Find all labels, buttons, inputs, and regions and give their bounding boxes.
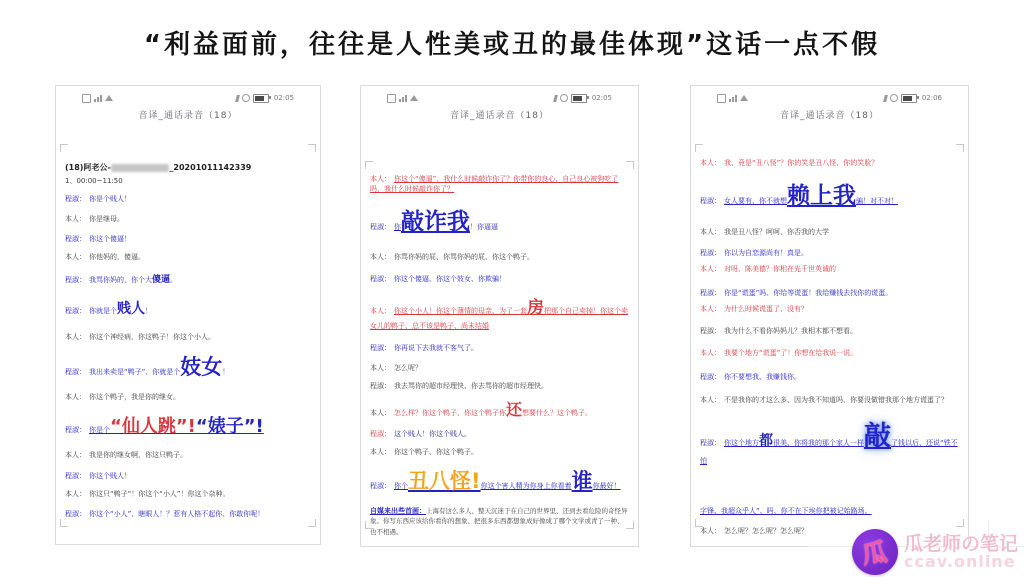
dialogue-line: [65, 489, 311, 499]
dialogue-line: [65, 274, 311, 287]
speaker-label: 程淑：: [65, 194, 86, 203]
speaker-label: 本人：: [700, 527, 721, 536]
dialogue-line: [700, 304, 959, 314]
dialogue-text: 还: [506, 400, 523, 420]
dialogue-text: 你这个傻逼、你这个妓女、你欺骗！: [394, 274, 506, 283]
dialogue-line: [700, 326, 959, 336]
speaker-label: 程淑：: [370, 343, 391, 352]
dialogue-text: 字锋、我超众乎人”、吗、你不在下埃你把被记始路场。: [700, 507, 872, 516]
dialogue-text: 敲诈我: [401, 209, 470, 236]
watermark-text: [903, 532, 1018, 571]
dialogue-line: [370, 429, 629, 439]
dialogue-line: [370, 274, 629, 284]
dialogue-line: [700, 180, 959, 213]
dialogue-line: [700, 348, 959, 358]
speaker-label: 本人：: [700, 305, 721, 314]
dialogue-line: [65, 176, 311, 186]
dialogue-line: [700, 395, 959, 405]
dialogue-text: 你这个鸭子，我是你的继女。: [89, 393, 180, 402]
dialogue-text: 你是个: [89, 426, 110, 435]
speaker-label: 本人：: [65, 393, 86, 402]
speaker-label: 本人：: [700, 264, 721, 273]
dialogue-line: [700, 264, 959, 274]
speaker-label: 本人：: [700, 228, 721, 237]
dialogue-text: 我是你的继女啊，你这只鸭子。: [89, 451, 187, 460]
dialogue-text: ！: [222, 367, 230, 376]
watermark-line1: 瓜老师の笔记: [903, 532, 1018, 555]
speaker-label: 本人：: [65, 332, 86, 341]
dialogue-text: ！: [145, 307, 152, 316]
dialogue-text: 房: [527, 297, 544, 318]
speaker-label: 本人：: [370, 448, 391, 457]
dialogue-text: 怎么呢？: [394, 363, 422, 372]
dialogue-text: 你这个小人！你这个薄情的母亲、为了一套: [394, 306, 527, 315]
speaker-label: 程淑：: [700, 438, 721, 447]
dialogue-text: 我去骂你的超市经理快、你去骂你的超市经理快。: [394, 381, 548, 390]
dialogue-text: 不是我你的才这么多、因为我不知道吗、你要没做错我那个地方谎蛋了？: [724, 395, 948, 404]
dialogue-text: 你就是个: [89, 307, 117, 316]
dialogue-text: 我骂你妈的，你个大: [89, 276, 152, 285]
watermark-line2: ccav.online: [903, 551, 1016, 571]
dialogue-text: 赖上我: [787, 183, 856, 210]
dialogue-text: 你这个“小人”、瞎眼人！？惹有人格不起你、你敢你呢！: [89, 509, 265, 518]
dialogue-text: 我为什么不看你妈妈儿？我相木都不想看。: [724, 327, 857, 336]
speaker-label: 本人：: [370, 252, 391, 261]
watermark: [852, 529, 1018, 575]
page-title: “利益面前，往往是人性美或丑的最佳体现”这话一点不假: [143, 30, 881, 60]
dialogue-text: 你以为自恋源尚有！真是。: [724, 248, 808, 257]
dialogue-text: 妓女: [180, 354, 223, 379]
dialogue-text: 。: [170, 276, 178, 285]
dialogue-text: 你是继母。: [89, 214, 124, 223]
dialogue-text: “婊子”!: [195, 416, 264, 438]
dialogue-line: [700, 248, 959, 258]
dialogue-line: [65, 471, 311, 481]
dialogue-line: [700, 372, 959, 382]
speaker-label: 本人：: [370, 306, 391, 315]
dialogue-text: 上海有这么多人、整天沉迷于在自己的世界里、还到去看危险的奇怪异象。你写东西应该给你看你的想象、把很多东西都想象成好像成了哪个文学或青了一种、也不相遇。: [370, 507, 628, 536]
dialogue-line: [65, 194, 311, 204]
dialogue-line: [370, 206, 629, 239]
transcript-body: [65, 86, 311, 544]
dialogue-text: 为什么时候谎蛋了、没有？: [724, 305, 808, 314]
dialogue-text: 都: [759, 432, 773, 449]
dialogue-text: 我出来卖是“鸭子”、你就是个: [89, 367, 181, 376]
dialogue-text: 怎么呢？怎么呢？怎么呢？: [724, 527, 808, 536]
speaker-label: 程淑：: [370, 430, 391, 439]
dialogue-text: _20201011142339: [169, 163, 252, 172]
dialogue-line: [700, 227, 959, 237]
dialogue-line: [700, 158, 959, 168]
redacted-text: [111, 164, 170, 172]
dialogue-text: 你这个神经病，你这鸭子！你这个小人。: [89, 332, 215, 341]
transcript-body: [370, 86, 629, 546]
dialogue-line: [65, 414, 311, 440]
dialogue-text: 丑八怪!: [408, 468, 481, 493]
status-time: 02:05: [591, 94, 612, 102]
dialogue-line: [370, 466, 629, 496]
speaker-label: 程淑：: [65, 471, 86, 480]
dialogue-text: 你这个地方: [724, 438, 759, 447]
dialogue-line: [370, 363, 629, 373]
speaker-label: 本人：: [700, 349, 721, 358]
dialogue-text: 你是个贱人！: [89, 194, 131, 203]
dialogue-line: [65, 162, 311, 174]
dialogue-text: 对呀、陈美德？你相在先千世英诚的: [724, 264, 836, 273]
doc-title: 音译_通话录音（18）: [138, 111, 238, 121]
speaker-label: 程淑：: [65, 509, 86, 518]
dialogue-text: 你: [394, 223, 401, 232]
speaker-label: 程淑：: [700, 288, 721, 297]
dialogue-text: 贱人: [117, 301, 145, 318]
speaker-label: 程淑：: [700, 327, 721, 336]
phone-screenshot-3: [690, 85, 969, 547]
dialogue-text: 1、00:00~11:50: [65, 176, 123, 185]
dialogue-text: 你这个贱人！: [89, 471, 131, 480]
dialogue-text: 怎么样？你这个鸭子、你这个鸭子你: [394, 409, 506, 418]
speaker-label: 本人：: [700, 395, 721, 404]
dialogue-line: [65, 252, 311, 262]
speaker-label: 本人：: [370, 409, 391, 418]
dialogue-line: [700, 506, 959, 516]
dialogue-line: [65, 299, 311, 319]
speaker-label: 程淑：: [370, 481, 391, 490]
dialogue-line: [65, 234, 311, 244]
speaker-label: 程淑：: [370, 381, 391, 390]
dialogue-text: 你骂你妈的屁、你骂你妈的屁、你这个鸭子。: [394, 252, 534, 261]
dialogue-line: [700, 288, 959, 298]
dialogue-text: 骗！对不对！: [856, 197, 898, 206]
dialogue-text: 你他妈的，傻逼。: [89, 253, 145, 262]
speaker-label: 程淑：: [65, 276, 86, 285]
dialogue-line: [370, 343, 629, 353]
dialogue-text: “仙人跳”!: [110, 416, 196, 438]
status-time: 02:06: [921, 94, 942, 102]
speaker-label: 本人：: [370, 363, 391, 372]
doc-title: 音译_通话录音（18）: [450, 111, 549, 121]
speaker-label: 本人：: [370, 175, 391, 183]
transcript-body: [700, 86, 959, 546]
dialogue-text: 你这只“鸭子”！你这个“小人”！你这个杂种。: [89, 489, 230, 498]
dialogue-text: 你个: [394, 481, 408, 490]
dialogue-text: (18)阿老公-: [65, 163, 111, 172]
dialogue-text: 我、竟是“丑八怪”？你的笑是丑八怪、你的笑脸？: [724, 159, 879, 167]
phone-screenshot-2: [360, 85, 639, 547]
speaker-label: 本人：: [65, 489, 86, 498]
dialogue-text: 敲: [864, 420, 891, 452]
dialogue-line: [370, 398, 629, 421]
speaker-label: 程淑：: [370, 274, 391, 283]
dialogue-text: 我是丑八怪？呵呵、你否我的大学: [724, 228, 829, 237]
dialogue-line: [65, 352, 311, 382]
dialogue-text: 想要什么？这个鸭子。: [522, 409, 593, 418]
dialogue-text: 你再说下去我就不客气了。: [394, 343, 478, 352]
dialogue-text: 自媒来出些首画：: [370, 507, 426, 516]
dialogue-text: 很美、你将我的那个家人一样: [773, 438, 864, 447]
speaker-label: 程淑：: [700, 373, 721, 382]
dialogue-text: 你这个害人精为你身上你看着: [480, 481, 572, 490]
speaker-label: 程淑：: [700, 248, 721, 257]
dialogue-text: 你这个鸭子、你这个鸭子。: [394, 448, 478, 457]
dialogue-text: 你是“谎蛋”吗、你给等谎蛋！我给赚钱去找你的谎蛋。: [724, 288, 893, 297]
dialogue-line: [65, 509, 311, 519]
dialogue-text: 女人要有、你不就想: [724, 197, 787, 206]
dialogue-text: ！: [470, 223, 477, 232]
speaker-label: 程淑：: [65, 367, 86, 376]
dialogue-text: 你不要想我、我赚钱你。: [724, 373, 801, 382]
dialogue-line: [370, 174, 629, 194]
speaker-label: 程淑：: [700, 197, 721, 206]
dialogue-text: 你这个“傻逼”、我什么时候敲诈你了？你带你的良心、自己良心被狗吃了吗、我什么时候敲诈你了？: [370, 175, 619, 194]
dialogue-line: [370, 296, 629, 331]
speaker-label: 本人：: [700, 159, 721, 167]
speaker-label: 程淑：: [65, 235, 86, 244]
dialogue-line: [65, 332, 311, 342]
speaker-label: 本人：: [65, 253, 86, 262]
logo-glyph: 瓜: [860, 537, 890, 570]
phone-screenshot-1: [55, 85, 321, 545]
dialogue-line: [700, 417, 959, 466]
dialogue-text: 这个贱人！你这个贱人。: [394, 430, 471, 439]
dialogue-line: [370, 381, 629, 391]
dialogue-text: 你最好！: [592, 481, 621, 490]
dialogue-line: [65, 214, 311, 224]
dialogue-text: 傻逼: [152, 275, 171, 286]
speaker-label: 本人：: [65, 214, 86, 223]
dialogue-text: 你逼逼: [477, 223, 498, 232]
dialogue-text: 把那个自己卖掉！你这个卖女儿的鸭子、总不该是鸭子、尚未结婚: [370, 306, 628, 330]
status-time: 02:05: [273, 94, 294, 102]
speaker-label: 本人：: [65, 451, 86, 460]
speaker-label: 程淑：: [65, 426, 86, 435]
melon-logo-icon: [852, 529, 898, 575]
dialogue-text: 了钱以后、还说“铁不怕: [700, 438, 958, 465]
doc-title: 音译_通话录音（18）: [780, 111, 879, 121]
dialogue-line: [370, 252, 629, 262]
dialogue-text: 我要个地方“谎蛋”了！你想在给我说一说。: [724, 349, 858, 358]
dialogue-line: [65, 450, 311, 460]
dialogue-line: [65, 392, 311, 402]
dialogue-text: 谁: [571, 468, 593, 493]
speaker-label: 程淑：: [65, 307, 86, 316]
dialogue-text: 你这个傻逼！: [89, 235, 131, 244]
speaker-label: 程淑：: [370, 223, 391, 232]
dialogue-line: [370, 506, 629, 537]
dialogue-line: [370, 447, 629, 457]
